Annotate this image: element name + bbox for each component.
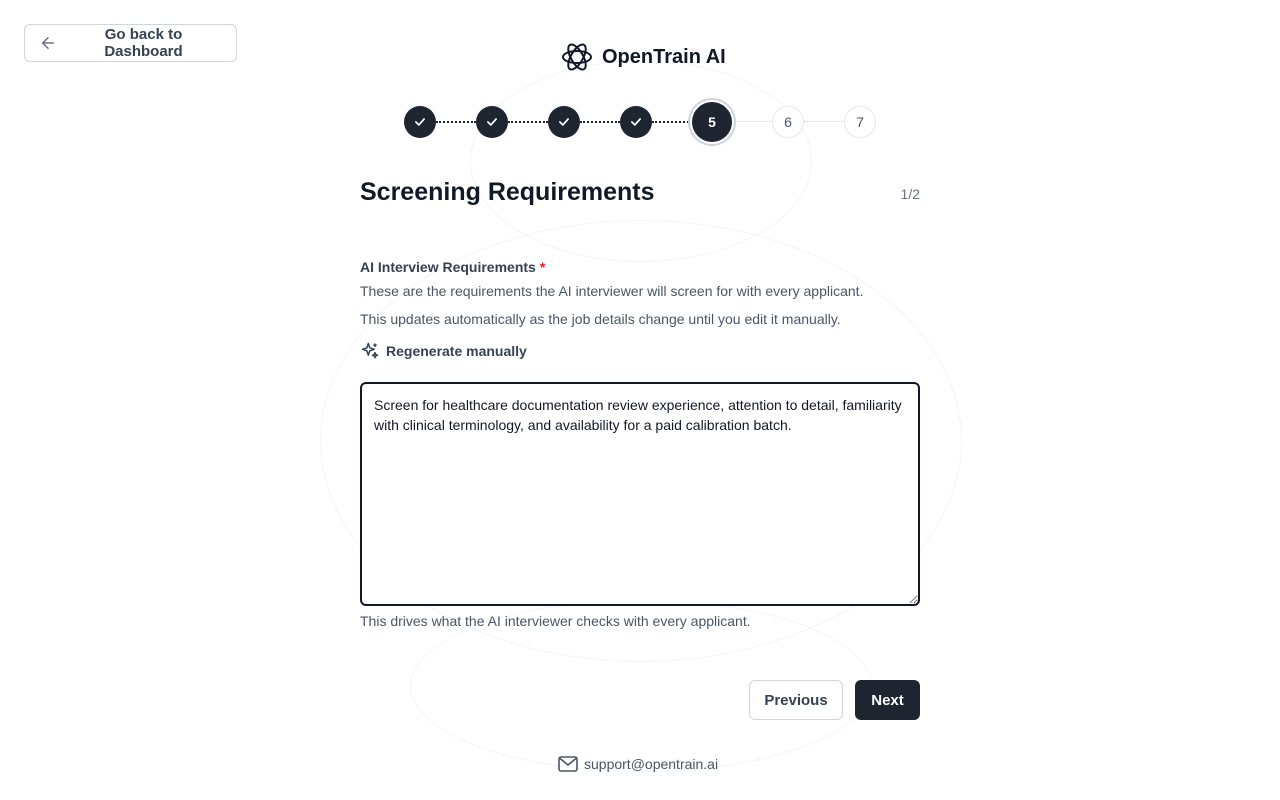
- step-connector: [508, 121, 548, 123]
- step-connector: [804, 121, 844, 122]
- required-marker: *: [539, 259, 546, 275]
- step-2-completed[interactable]: [476, 106, 508, 138]
- support-email-text: support@opentrain.ai: [584, 756, 719, 772]
- regenerate-manually-button[interactable]: [360, 341, 527, 361]
- check-icon: [485, 115, 499, 129]
- check-icon: [629, 115, 643, 129]
- field-label: [360, 259, 545, 275]
- step-1-completed[interactable]: [404, 106, 436, 138]
- check-icon: [557, 115, 571, 129]
- page-count: 1/2: [900, 186, 920, 202]
- regenerate-label: Regenerate manually: [386, 343, 527, 359]
- previous-button[interactable]: Previous: [749, 680, 843, 720]
- mail-icon: [558, 756, 578, 772]
- step-connector: [580, 121, 620, 123]
- step-5-current: 5: [692, 102, 732, 142]
- field-description-auto-update: This updates automatically as the job details change until you edit it manually.: [360, 311, 841, 327]
- sparkles-icon: [360, 341, 380, 361]
- next-button[interactable]: Next: [855, 680, 920, 720]
- step-connector: [732, 121, 772, 122]
- field-label-text: AI Interview Requirements: [360, 259, 536, 275]
- step-4-completed[interactable]: [620, 106, 652, 138]
- support-email-link[interactable]: [558, 756, 718, 772]
- logo: [560, 40, 726, 74]
- field-hint: This drives what the AI interviewer checks with every applicant.: [360, 613, 751, 629]
- page-title: Screening Requirements: [360, 178, 655, 206]
- step-6: 6: [772, 106, 804, 138]
- back-to-dashboard-button[interactable]: [24, 24, 237, 62]
- check-icon: [413, 115, 427, 129]
- opentrain-logo-icon: [560, 40, 594, 74]
- progress-stepper: [404, 106, 876, 138]
- step-connector: [436, 121, 476, 123]
- arrow-left-icon: [39, 34, 57, 52]
- step-3-completed[interactable]: [548, 106, 580, 138]
- field-description: These are the requirements the AI interviewer will screen for with every applicant.: [360, 283, 864, 299]
- requirements-textarea[interactable]: [360, 382, 920, 606]
- step-connector: [652, 121, 692, 123]
- logo-text: OpenTrain AI: [602, 45, 726, 68]
- background-decoration: [470, 60, 812, 262]
- back-button-label: Go back to Dashboard: [104, 26, 183, 60]
- step-7: 7: [844, 106, 876, 138]
